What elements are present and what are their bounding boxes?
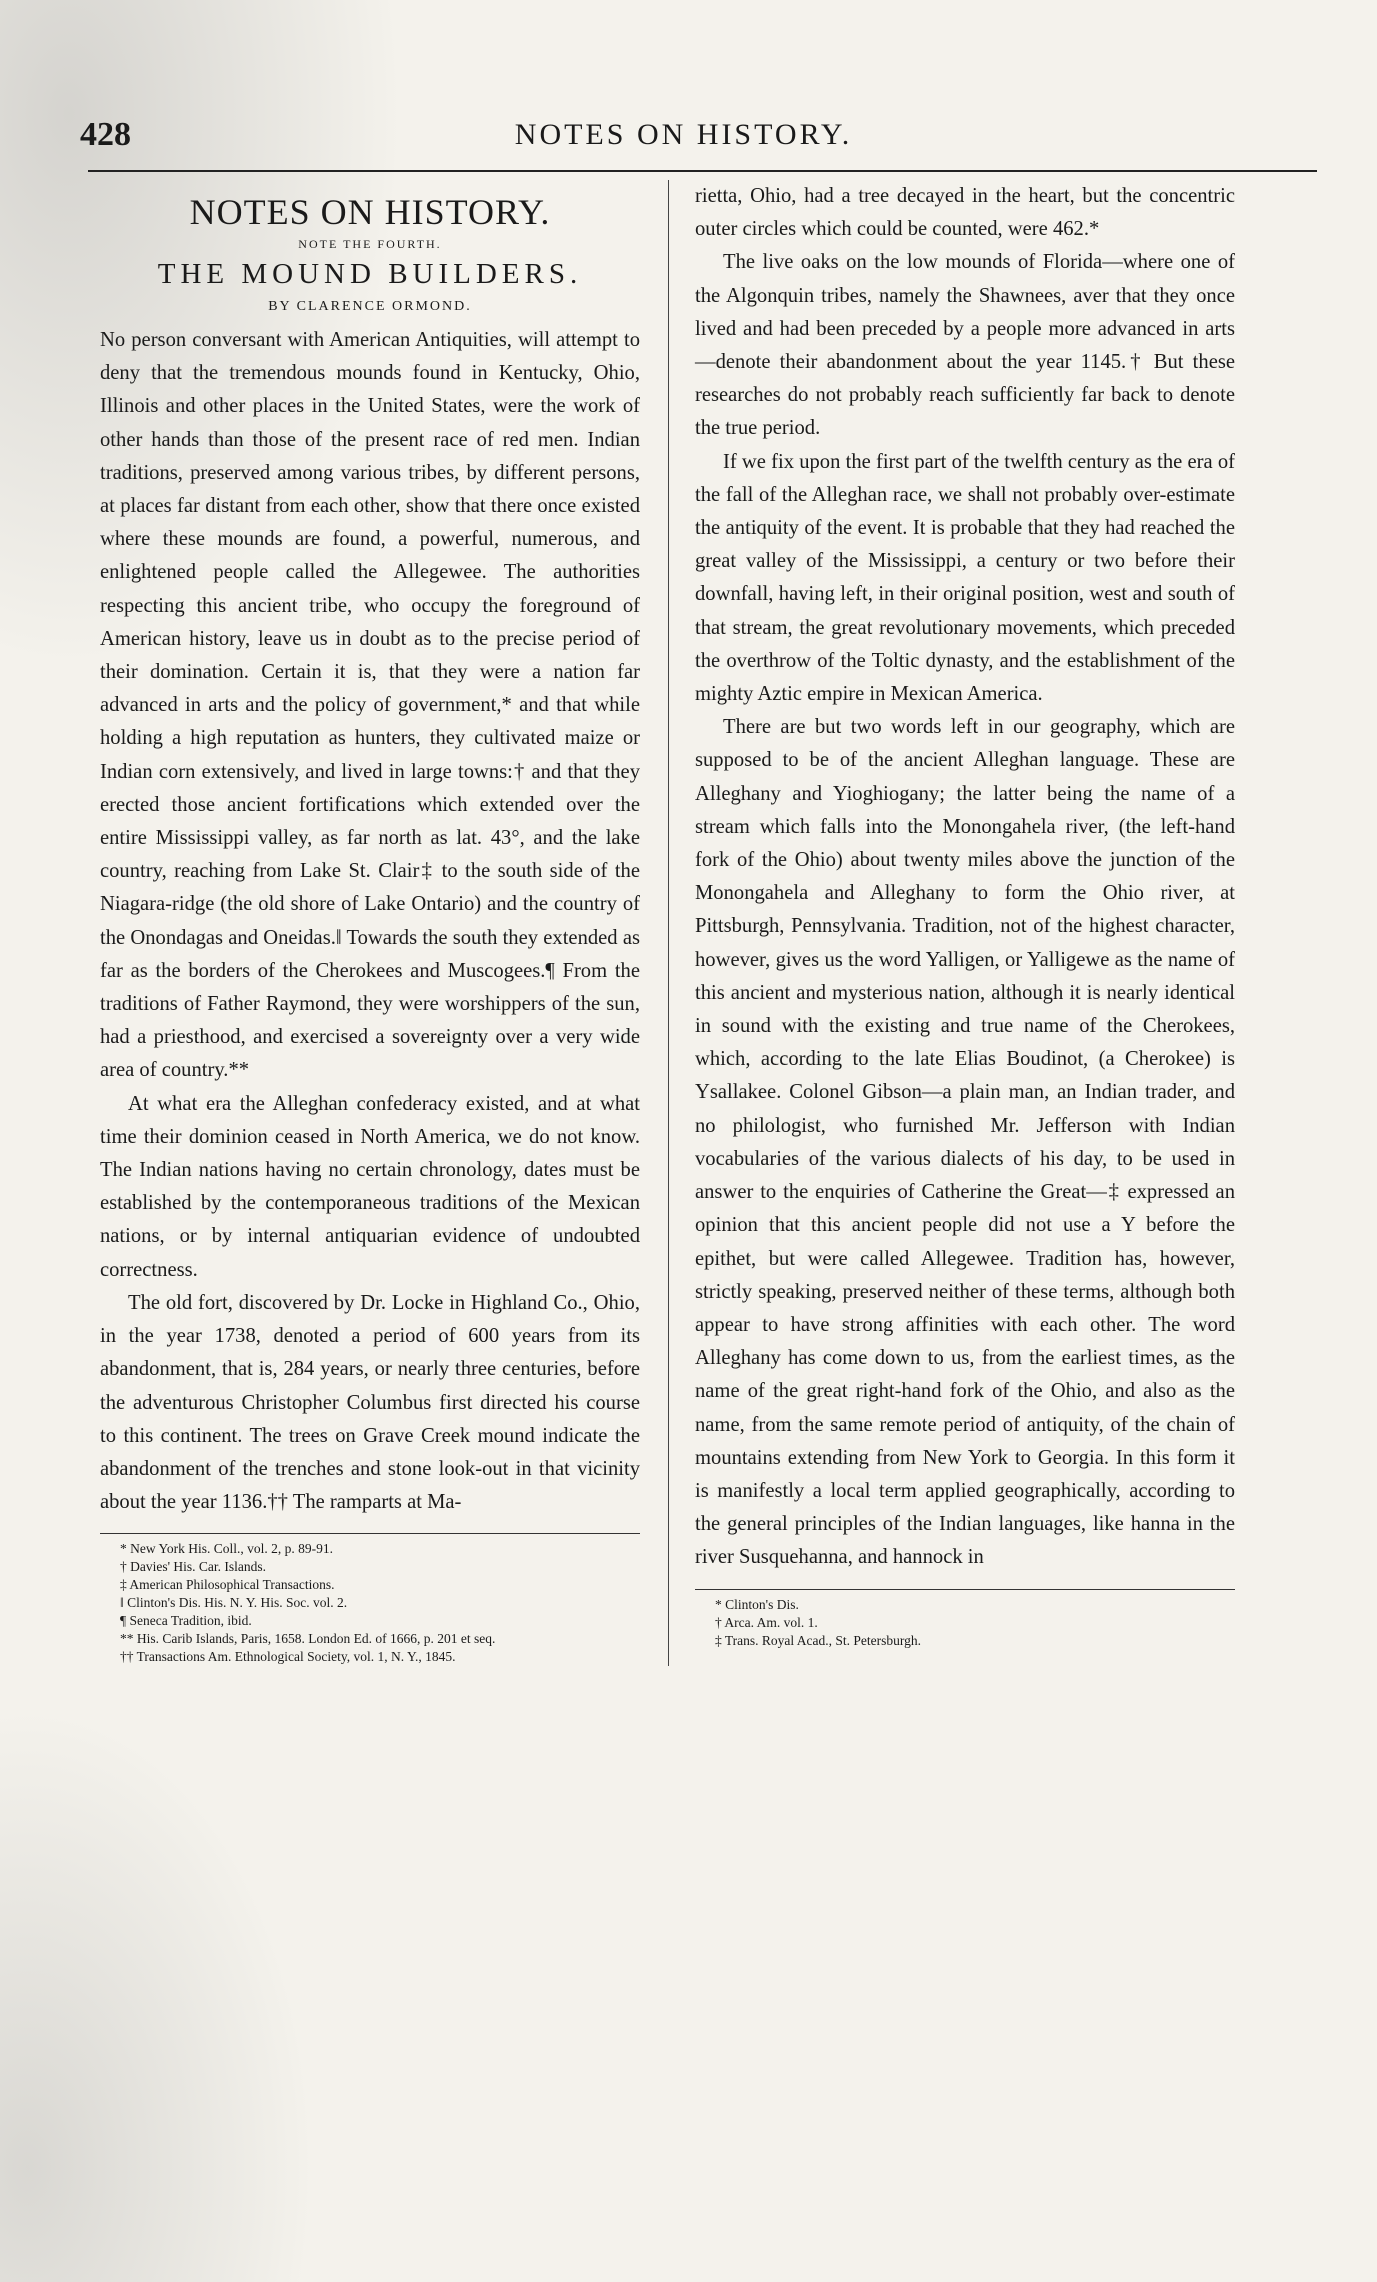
right-column (669, 180, 1235, 1666)
paragraph: rietta, Ohio, had a tree decayed in the heart, but the concentric outer circles which could be counted, were 462.* (695, 185, 1235, 241)
article-subtitle: NOTE THE FOURTH. (298, 237, 442, 251)
paragraph: No person conversant with American Antiquities, will attempt to deny that the tremendous mounds found in Kentucky, Ohio, Illinois and other places in the United States, were the work of other hands than those of the present race of red men. Indian traditions, preserved among various tribes, by different persons, at places far distant from each other, show that there once existed where these mounds are found, a powerful, numerous, and enlightened people called the Allegewee. The authorities respecting this ancient tribe, who occupy the foreground of American history, leave us in doubt as to the precise period of their domination. Certain it is, that they were a nation far advanced in arts and the policy of government,* and that while holding a high reputation as hunters, they cultivated maize or Indian corn extensively, and lived in large towns:† and that they erected those ancient fortifications which extended over the entire Mississippi valley, as far north as lat. 43°, and the lake country, reaching from Lake St. Clair‡ to the south side of the Niagara-ridge (the old shore of Lake Ontario) and the country of the Onondagas and Oneidas.‖ Towards the south they extended as far as the borders of the Cherokees and Muscogees.¶ From the traditions of Father Raymond, they were worshippers of the sun, had a priesthood, and exercised a sovereignty over a very wide area of country.** (100, 329, 640, 1082)
running-title: NOTES ON HISTORY. (514, 118, 853, 151)
footnote: ‖ Clinton's Dis. His. N. Y. His. Soc. vol. 2. (120, 1595, 348, 1611)
footnotes-right (695, 1589, 1235, 1650)
article-heading: THE MOUND BUILDERS. (157, 258, 583, 290)
footnote: * Clinton's Dis. (715, 1596, 799, 1612)
paragraph: The live oaks on the low mounds of Florida—where one of the Algonquin tribes, namely the Shawnees, aver that they once lived and had been preceded by a people more advanced in arts—denote their abandonment about the year 1145.† But these researches do not probably reach sufficiently far back to denote the true period. (695, 251, 1235, 440)
left-column (100, 180, 669, 1666)
running-head (80, 110, 1317, 160)
header-rule (88, 170, 1317, 172)
text-columns (100, 180, 1317, 1666)
paragraph: There are but two words left in our geography, which are supposed to be of the ancient Alleghan language. These are Alleghany and Yioghiogany; the latter being the name of a stream which falls into the Monongahela river, (the left-hand fork of the Ohio) about twenty miles above the junction of the Monongahela and Alleghany to form the Ohio river, at Pittsburgh, Pennsylvania. Tradition, not of the highest character, however, gives us the word Yalligen, or Yalligewe as the name of this ancient and mysterious nation, although it is nearly identical in sound with the existing and true name of the Cherokees, which, according to the late Elias Boudinot, (a Cherokee) is Ysallakee. Colonel Gibson—a plain man, an Indian trader, and no philologist, who furnished Mr. Jefferson with Indian vocabularies of the various dialects of his day, to be used in answer to the enquiries of Catherine the Great—‡ expressed an opinion that this ancient people did not use a Y before the epithet, but were called Allegewee. Tradition has, however, strictly speaking, preserved neither of these terms, although both appear to have strong affinities with each other. The word Alleghany has come down to us, from the earliest times, as the name of the great right-hand fork of the Ohio, and also as the name, from the same remote period of antiquity, of the chain of mountains extending from New York to Georgia. In this form it is manifestly a local term applied geographically, according to the general principles of the Indian languages, like hanna in the river Susquehanna, and hannock in (695, 716, 1235, 1569)
footnote: ‡ Trans. Royal Acad., St. Petersburgh. (715, 1632, 922, 1648)
footnote: ‡ American Philosophical Transactions. (120, 1577, 335, 1593)
footnote: † Arca. Am. vol. 1. (715, 1614, 818, 1630)
paragraph: The old fort, discovered by Dr. Locke in Highland Co., Ohio, in the year 1738, denoted a period of 600 years from its abandonment, that is, 284 years, or nearly three centuries, before the adventurous Christopher Columbus first directed his course to this continent. The trees on Grave Creek mound indicate the abandonment of the trenches and stone look-out in that vicinity about the year 1136.†† The ramparts at Ma- (100, 1291, 640, 1514)
article-byline: BY CLARENCE ORMOND. (268, 299, 472, 314)
footnote: †† Transactions Am. Ethnological Society, vol. 1, N. Y., 1845. (120, 1649, 456, 1665)
footnote: ** His. Carib Islands, Paris, 1658. London Ed. of 1666, p. 201 et seq. (120, 1631, 496, 1647)
article-title: NOTES ON HISTORY. (189, 192, 551, 232)
footnote: * New York His. Coll., vol. 2, p. 89-91. (120, 1541, 334, 1557)
page-number: 428 (80, 116, 131, 153)
footnotes-left (100, 1533, 640, 1666)
footnote: † Davies' His. Car. Islands. (120, 1559, 267, 1575)
paragraph: If we fix upon the first part of the twelfth century as the era of the fall of the Alleghan race, we shall not probably over-estimate the antiquity of the event. It is probable that they had reached the great valley of the Mississippi, a century or two before their downfall, having left, in their original position, west and south of that stream, the great revolutionary movements, which preceded the overthrow of the Toltic dynasty, and the establishment of the mighty Aztic empire in Mexican America. (695, 450, 1235, 706)
paragraph: At what era the Alleghan confederacy existed, and at what time their dominion ceased in North America, we do not know. The Indian nations having no certain chronology, dates must be established by the contemporaneous traditions of the Mexican nations, or by internal antiquarian evidence of undoubted correctness. (100, 1092, 640, 1281)
footnote: ¶ Seneca Tradition, ibid. (120, 1613, 252, 1629)
